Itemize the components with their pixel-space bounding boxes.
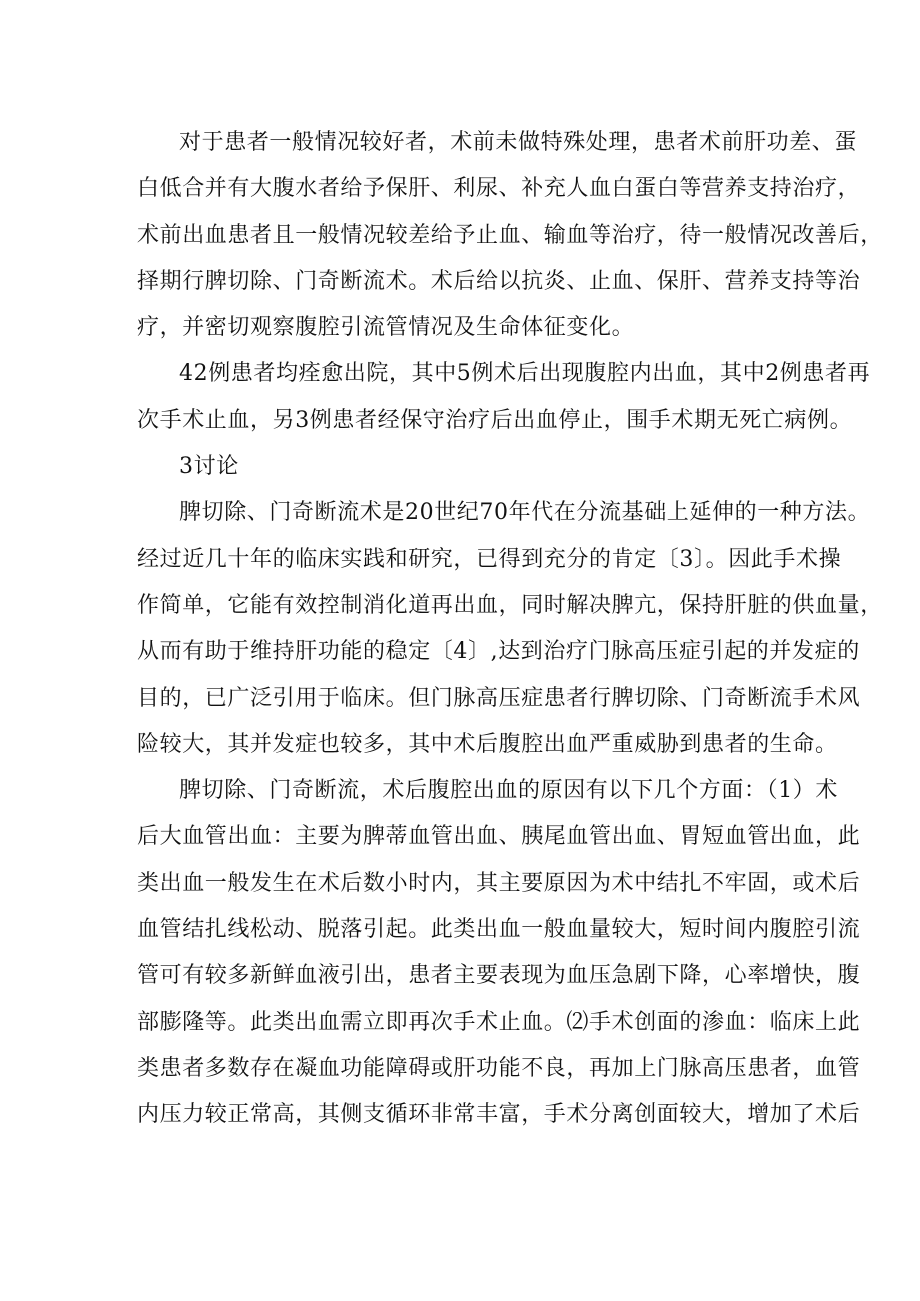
section-heading: 3讨论 [179,454,239,480]
text-line: 管可有较多新鲜血液引出，患者主要表现为血压急剧下降，心率增快，腹 [137,963,861,989]
document-body [137,120,883,1139]
text-line: 内压力较正常高，其侧支循环非常丰富，手术分离创面较大，增加了术后 [137,1102,861,1128]
text-line: 对于患者一般情况较好者，术前未做特殊处理，患者术前肝功差、蛋 [179,130,858,155]
text-line: 类患者多数存在凝血功能障碍或肝功能不良，再加上门脉高压患者，血管 [137,1055,861,1081]
text-line: 术前出血患者且一般情况较差给予止血、输血等治疗，待一般情况改善后， [137,222,883,248]
text-line: 次手术止血，另3例患者经保守治疗后出血停止，围手术期无死亡病例。 [137,407,853,433]
text-line: 脾切除、门奇断流，术后腹腔出血的原因有以下几个方面：（1）术 [179,778,838,804]
text-line: 择期行脾切除、门奇断流术。术后给以抗炎、止血、保肝、营养支持等治 [137,268,861,294]
paragraph-bleeding-causes [137,768,861,1138]
text-line: 目的，已广泛引用于临床。但门脉高压症患者行脾切除、门奇断流手术风 [137,685,861,711]
text-line: 血管结扎线松动、脱落引起。此类出血一般血量较大，短时间内腹腔引流 [137,917,861,943]
section-heading-discussion [137,444,797,490]
text-line: 白低合并有大腹水者给予保肝、利尿、补充人血白蛋白等营养支持治疗， [137,176,861,202]
text-line: 后大血管出血：主要为脾蒂血管出血、胰尾血管出血、胃短血管出血，此 [137,824,861,850]
paragraph-preop-treatment [137,120,883,351]
text-line: 部膨隆等。此类出血需立即再次手术止血。⑵手术创面的渗血：临床上此 [137,1009,861,1035]
text-line: 经过近几十年的临床实践和研究，已得到充分的肯定〔3〕。因此手术操 [137,546,842,572]
text-line: 42例患者均痊愈出院，其中5例术后出现腹腔内出血，其中2例患者再 [179,361,871,387]
text-line: 作简单，它能有效控制消化道再出血，同时解决脾亢，保持肝脏的供血量， [137,592,883,618]
text-line: 险较大，其并发症也较多，其中术后腹腔出血严重威胁到患者的生命。 [137,731,838,757]
paragraph-results [137,351,871,444]
paragraph-discussion-intro [137,490,883,768]
text-line: 类出血一般发生在术后数小时内，其主要原因为术中结扎不牢固，或术后 [137,870,861,896]
text-line: 脾切除、门奇断流术是20世纪70年代在分流基础上延伸的一种方法。 [179,500,871,526]
text-line: 疗，并密切观察腹腔引流管情况及生命体征变化。 [137,315,635,341]
text-line: 从而有助于维持肝功能的稳定〔4〕,达到治疗门脉高压症引起的并发症的 [137,639,860,665]
